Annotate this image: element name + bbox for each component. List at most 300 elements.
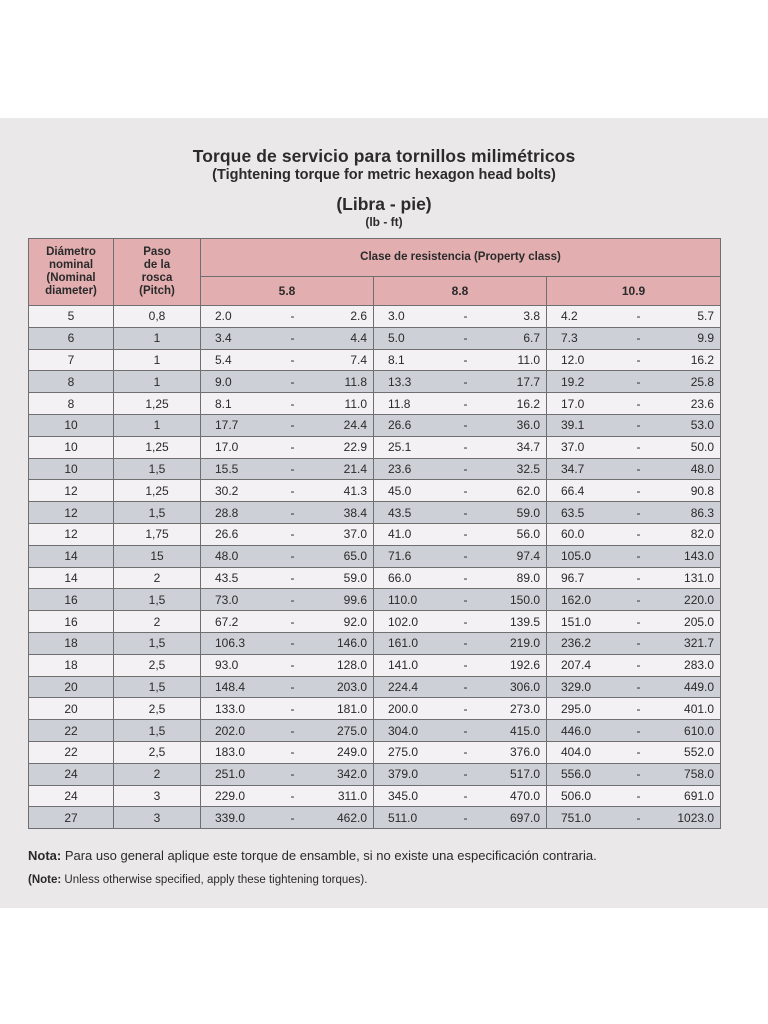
table-row: [29, 545, 721, 567]
pitch-cell: 1: [114, 414, 201, 436]
pitch-cell: 1,25: [114, 436, 201, 458]
diameter-cell: 16: [29, 611, 114, 633]
class-10-9-min: 329.0: [547, 676, 629, 698]
class-5-8-max: 92.0: [303, 611, 374, 633]
range-dash: -: [283, 436, 303, 458]
class-8-8-max: 192.6: [476, 654, 547, 676]
header-pitch: [114, 239, 201, 306]
pitch-cell: 1: [114, 349, 201, 371]
class-5-8-min: 3.4: [201, 327, 283, 349]
class-5-8-max: 65.0: [303, 545, 374, 567]
class-8-8-min: 26.6: [374, 414, 456, 436]
range-dash: -: [456, 480, 476, 502]
class-10-9-min: 151.0: [547, 611, 629, 633]
class-10-9-min: 162.0: [547, 589, 629, 611]
class-5-8-min: 9.0: [201, 371, 283, 393]
table-row: [29, 327, 721, 349]
class-8-8-max: 32.5: [476, 458, 547, 480]
pitch-cell: 2,5: [114, 741, 201, 763]
range-dash: -: [456, 327, 476, 349]
table-row: [29, 414, 721, 436]
class-8-8-min: 3.0: [374, 306, 456, 328]
range-dash: -: [283, 654, 303, 676]
range-dash: -: [283, 458, 303, 480]
class-8-8-max: 697.0: [476, 807, 547, 829]
range-dash: -: [456, 371, 476, 393]
diameter-cell: 16: [29, 589, 114, 611]
diameter-cell: 22: [29, 741, 114, 763]
pitch-cell: 1,5: [114, 458, 201, 480]
class-8-8-max: 150.0: [476, 589, 547, 611]
diameter-cell: 12: [29, 502, 114, 524]
pitch-cell: 0,8: [114, 306, 201, 328]
header-diameter: [29, 239, 114, 306]
class-8-8-max: 219.0: [476, 632, 547, 654]
range-dash: -: [283, 502, 303, 524]
class-8-8-min: 275.0: [374, 741, 456, 763]
table-row: [29, 654, 721, 676]
class-8-8-max: 11.0: [476, 349, 547, 371]
class-8-8-min: 8.1: [374, 349, 456, 371]
pitch-cell: 2: [114, 567, 201, 589]
pitch-cell: 2,5: [114, 654, 201, 676]
class-5-8-max: 462.0: [303, 807, 374, 829]
class-5-8-min: 93.0: [201, 654, 283, 676]
pitch-cell: 1,25: [114, 480, 201, 502]
range-dash: -: [283, 327, 303, 349]
diameter-cell: 18: [29, 654, 114, 676]
pitch-cell: 1,25: [114, 393, 201, 415]
range-dash: -: [283, 414, 303, 436]
table-row: [29, 676, 721, 698]
diameter-cell: 22: [29, 720, 114, 742]
diameter-cell: 10: [29, 436, 114, 458]
note-text: Para uso general aplique este torque de ensamble, si no existe una especificación contraria.: [61, 848, 597, 863]
class-8-8-max: 89.0: [476, 567, 547, 589]
class-10-9-min: 556.0: [547, 763, 629, 785]
class-10-9-min: 236.2: [547, 632, 629, 654]
table-row: [29, 785, 721, 807]
class-10-9-min: 4.2: [547, 306, 629, 328]
class-10-9-max: 205.0: [649, 611, 721, 633]
class-5-8-max: 24.4: [303, 414, 374, 436]
class-8-8-max: 34.7: [476, 436, 547, 458]
class-10-9-max: 82.0: [649, 523, 721, 545]
class-8-8-max: 376.0: [476, 741, 547, 763]
class-5-8-min: 48.0: [201, 545, 283, 567]
class-5-8-min: 183.0: [201, 741, 283, 763]
diameter-cell: 7: [29, 349, 114, 371]
header-diameter-line: (Nominal: [46, 272, 96, 284]
range-dash: -: [629, 349, 649, 371]
range-dash: -: [283, 545, 303, 567]
class-10-9-min: 12.0: [547, 349, 629, 371]
range-dash: -: [456, 807, 476, 829]
table-row: [29, 567, 721, 589]
range-dash: -: [629, 327, 649, 349]
class-8-8-min: 224.4: [374, 676, 456, 698]
class-10-9-min: 7.3: [547, 327, 629, 349]
diameter-cell: 8: [29, 393, 114, 415]
class-8-8-min: 23.6: [374, 458, 456, 480]
range-dash: -: [456, 306, 476, 328]
pitch-cell: 1,5: [114, 676, 201, 698]
class-8-8-min: 5.0: [374, 327, 456, 349]
header-property-class: Clase de resistencia (Property class): [201, 239, 721, 277]
range-dash: -: [456, 720, 476, 742]
range-dash: -: [283, 589, 303, 611]
class-5-8-max: 99.6: [303, 589, 374, 611]
class-8-8-min: 45.0: [374, 480, 456, 502]
range-dash: -: [629, 371, 649, 393]
range-dash: -: [283, 611, 303, 633]
range-dash: -: [456, 458, 476, 480]
document-title: Torque de servicio para tornillos milimétricos: [192, 146, 576, 166]
class-10-9-min: 751.0: [547, 807, 629, 829]
class-8-8-min: 71.6: [374, 545, 456, 567]
class-10-9-min: 506.0: [547, 785, 629, 807]
table-row: [29, 611, 721, 633]
class-8-8-max: 517.0: [476, 763, 547, 785]
class-8-8-min: 161.0: [374, 632, 456, 654]
class-5-8-min: 5.4: [201, 349, 283, 371]
class-10-9-min: 39.1: [547, 414, 629, 436]
class-10-9-max: 143.0: [649, 545, 721, 567]
range-dash: -: [629, 458, 649, 480]
class-5-8-min: 202.0: [201, 720, 283, 742]
class-10-9-max: 401.0: [649, 698, 721, 720]
class-8-8-min: 11.8: [374, 393, 456, 415]
diameter-cell: 12: [29, 480, 114, 502]
range-dash: -: [629, 436, 649, 458]
range-dash: -: [629, 632, 649, 654]
pitch-cell: 3: [114, 807, 201, 829]
note-label: Nota:: [28, 848, 62, 863]
table-row: [29, 371, 721, 393]
range-dash: -: [283, 306, 303, 328]
class-10-9-min: 404.0: [547, 741, 629, 763]
class-8-8-max: 3.8: [476, 306, 547, 328]
class-8-8-min: 379.0: [374, 763, 456, 785]
range-dash: -: [283, 676, 303, 698]
class-8-8-max: 17.7: [476, 371, 547, 393]
class-5-8-min: 8.1: [201, 393, 283, 415]
range-dash: -: [629, 414, 649, 436]
range-dash: -: [456, 393, 476, 415]
table-row: [29, 523, 721, 545]
class-5-8-min: 43.5: [201, 567, 283, 589]
range-dash: -: [629, 698, 649, 720]
class-10-9-max: 552.0: [649, 741, 721, 763]
class-8-8-max: 139.5: [476, 611, 547, 633]
range-dash: -: [456, 567, 476, 589]
pitch-cell: 1,5: [114, 589, 201, 611]
range-dash: -: [283, 741, 303, 763]
table-row: [29, 502, 721, 524]
header-class-10-9: 10.9: [547, 277, 721, 306]
class-10-9-max: 131.0: [649, 567, 721, 589]
class-10-9-max: 50.0: [649, 436, 721, 458]
class-5-8-min: 26.6: [201, 523, 283, 545]
diameter-cell: 5: [29, 306, 114, 328]
class-10-9-min: 295.0: [547, 698, 629, 720]
class-8-8-min: 13.3: [374, 371, 456, 393]
pitch-cell: 2: [114, 611, 201, 633]
pitch-cell: 1: [114, 327, 201, 349]
range-dash: -: [629, 611, 649, 633]
diameter-cell: 18: [29, 632, 114, 654]
class-5-8-min: 15.5: [201, 458, 283, 480]
range-dash: -: [456, 632, 476, 654]
range-dash: -: [629, 676, 649, 698]
class-8-8-min: 511.0: [374, 807, 456, 829]
torque-table: [28, 238, 721, 829]
diameter-cell: 8: [29, 371, 114, 393]
diameter-cell: 10: [29, 414, 114, 436]
class-10-9-max: 220.0: [649, 589, 721, 611]
class-10-9-max: 449.0: [649, 676, 721, 698]
range-dash: -: [456, 414, 476, 436]
class-5-8-min: 229.0: [201, 785, 283, 807]
range-dash: -: [456, 654, 476, 676]
table-row: [29, 720, 721, 742]
header-diameter-line: Diámetro: [46, 246, 96, 258]
range-dash: -: [629, 306, 649, 328]
range-dash: -: [283, 785, 303, 807]
class-5-8-min: 30.2: [201, 480, 283, 502]
diameter-cell: 14: [29, 567, 114, 589]
class-5-8-max: 203.0: [303, 676, 374, 698]
range-dash: -: [283, 720, 303, 742]
range-dash: -: [629, 763, 649, 785]
class-5-8-max: 342.0: [303, 763, 374, 785]
class-8-8-min: 66.0: [374, 567, 456, 589]
note2-text: Unless otherwise specified, apply these tightening torques).: [61, 874, 368, 886]
table-row: [29, 741, 721, 763]
class-8-8-max: 62.0: [476, 480, 547, 502]
header-class-8-8: 8.8: [374, 277, 547, 306]
class-8-8-max: 59.0: [476, 502, 547, 524]
diameter-cell: 20: [29, 676, 114, 698]
class-8-8-max: 415.0: [476, 720, 547, 742]
class-5-8-max: 11.8: [303, 371, 374, 393]
class-10-9-max: 321.7: [649, 632, 721, 654]
pitch-cell: 2,5: [114, 698, 201, 720]
class-5-8-max: 275.0: [303, 720, 374, 742]
range-dash: -: [283, 349, 303, 371]
range-dash: -: [283, 567, 303, 589]
class-10-9-min: 19.2: [547, 371, 629, 393]
range-dash: -: [456, 349, 476, 371]
diameter-cell: 20: [29, 698, 114, 720]
header-pitch-line: de la: [143, 259, 171, 271]
class-10-9-min: 446.0: [547, 720, 629, 742]
table-row: [29, 458, 721, 480]
class-10-9-max: 48.0: [649, 458, 721, 480]
range-dash: -: [629, 654, 649, 676]
pitch-cell: 1,75: [114, 523, 201, 545]
class-10-9-max: 691.0: [649, 785, 721, 807]
class-10-9-min: 105.0: [547, 545, 629, 567]
class-5-8-min: 28.8: [201, 502, 283, 524]
diameter-cell: 14: [29, 545, 114, 567]
class-8-8-max: 97.4: [476, 545, 547, 567]
diameter-cell: 6: [29, 327, 114, 349]
class-8-8-max: 470.0: [476, 785, 547, 807]
class-5-8-max: 11.0: [303, 393, 374, 415]
class-8-8-max: 306.0: [476, 676, 547, 698]
class-10-9-max: 53.0: [649, 414, 721, 436]
class-5-8-min: 133.0: [201, 698, 283, 720]
class-8-8-max: 6.7: [476, 327, 547, 349]
table-row: [29, 807, 721, 829]
class-5-8-min: 106.3: [201, 632, 283, 654]
header-pitch-line: Paso: [143, 246, 171, 258]
class-5-8-max: 21.4: [303, 458, 374, 480]
torque-table-body: [29, 306, 721, 829]
class-8-8-max: 16.2: [476, 393, 547, 415]
table-row: [29, 349, 721, 371]
class-10-9-max: 283.0: [649, 654, 721, 676]
class-10-9-min: 37.0: [547, 436, 629, 458]
header-diameter-line: nominal: [48, 259, 94, 271]
class-8-8-min: 41.0: [374, 523, 456, 545]
range-dash: -: [283, 523, 303, 545]
range-dash: -: [629, 741, 649, 763]
table-row: [29, 306, 721, 328]
class-10-9-max: 758.0: [649, 763, 721, 785]
class-10-9-max: 90.8: [649, 480, 721, 502]
range-dash: -: [456, 676, 476, 698]
class-10-9-max: 610.0: [649, 720, 721, 742]
range-dash: -: [283, 807, 303, 829]
range-dash: -: [629, 567, 649, 589]
class-10-9-min: 207.4: [547, 654, 629, 676]
class-5-8-min: 339.0: [201, 807, 283, 829]
units-sublabel: (lb - ft): [365, 215, 403, 229]
range-dash: -: [456, 611, 476, 633]
range-dash: -: [629, 807, 649, 829]
class-5-8-min: 251.0: [201, 763, 283, 785]
class-5-8-max: 2.6: [303, 306, 374, 328]
range-dash: -: [283, 393, 303, 415]
class-10-9-min: 96.7: [547, 567, 629, 589]
class-5-8-max: 311.0: [303, 785, 374, 807]
class-8-8-max: 36.0: [476, 414, 547, 436]
range-dash: -: [456, 785, 476, 807]
pitch-cell: 1,5: [114, 502, 201, 524]
class-8-8-min: 345.0: [374, 785, 456, 807]
class-10-9-max: 16.2: [649, 349, 721, 371]
class-5-8-max: 38.4: [303, 502, 374, 524]
table-row: [29, 589, 721, 611]
pitch-cell: 1: [114, 371, 201, 393]
diameter-cell: 12: [29, 523, 114, 545]
class-10-9-max: 23.6: [649, 393, 721, 415]
class-5-8-max: 59.0: [303, 567, 374, 589]
class-5-8-min: 17.7: [201, 414, 283, 436]
pitch-cell: 1,5: [114, 720, 201, 742]
class-5-8-max: 181.0: [303, 698, 374, 720]
header-class-5-8: 5.8: [201, 277, 374, 306]
class-10-9-max: 86.3: [649, 502, 721, 524]
range-dash: -: [456, 698, 476, 720]
range-dash: -: [456, 502, 476, 524]
range-dash: -: [629, 523, 649, 545]
range-dash: -: [283, 632, 303, 654]
class-10-9-max: 9.9: [649, 327, 721, 349]
diameter-cell: 27: [29, 807, 114, 829]
table-row: [29, 393, 721, 415]
class-5-8-min: 73.0: [201, 589, 283, 611]
class-5-8-min: 17.0: [201, 436, 283, 458]
table-row: [29, 763, 721, 785]
pitch-cell: 3: [114, 785, 201, 807]
range-dash: -: [283, 698, 303, 720]
class-5-8-max: 128.0: [303, 654, 374, 676]
class-5-8-max: 22.9: [303, 436, 374, 458]
range-dash: -: [283, 371, 303, 393]
range-dash: -: [456, 589, 476, 611]
range-dash: -: [629, 720, 649, 742]
pitch-cell: 15: [114, 545, 201, 567]
note-spanish: [28, 848, 758, 863]
class-5-8-max: 249.0: [303, 741, 374, 763]
class-8-8-min: 141.0: [374, 654, 456, 676]
header-pitch-line: rosca: [141, 272, 173, 284]
class-8-8-max: 56.0: [476, 523, 547, 545]
class-10-9-max: 25.8: [649, 371, 721, 393]
document-subtitle: (Tightening torque for metric hexagon head bolts): [212, 167, 556, 183]
table-row: [29, 480, 721, 502]
note-english: [28, 874, 758, 886]
pitch-cell: 2: [114, 763, 201, 785]
diameter-cell: 10: [29, 458, 114, 480]
class-5-8-max: 7.4: [303, 349, 374, 371]
class-10-9-max: 5.7: [649, 306, 721, 328]
pitch-cell: 1,5: [114, 632, 201, 654]
class-8-8-min: 200.0: [374, 698, 456, 720]
class-8-8-min: 110.0: [374, 589, 456, 611]
range-dash: -: [629, 589, 649, 611]
class-5-8-min: 2.0: [201, 306, 283, 328]
range-dash: -: [283, 480, 303, 502]
units-label: (Libra - pie): [336, 194, 432, 214]
class-10-9-max: 1023.0: [649, 807, 721, 829]
range-dash: -: [456, 763, 476, 785]
class-5-8-min: 67.2: [201, 611, 283, 633]
class-5-8-max: 4.4: [303, 327, 374, 349]
diameter-cell: 24: [29, 785, 114, 807]
table-row: [29, 632, 721, 654]
note2-label: (Note:: [28, 874, 62, 886]
range-dash: -: [629, 785, 649, 807]
range-dash: -: [283, 763, 303, 785]
range-dash: -: [629, 545, 649, 567]
header-diameter-line: diameter): [45, 285, 97, 297]
class-8-8-min: 25.1: [374, 436, 456, 458]
range-dash: -: [456, 741, 476, 763]
class-8-8-max: 273.0: [476, 698, 547, 720]
class-10-9-min: 17.0: [547, 393, 629, 415]
range-dash: -: [456, 523, 476, 545]
class-8-8-min: 304.0: [374, 720, 456, 742]
table-row: [29, 698, 721, 720]
table-row: [29, 436, 721, 458]
range-dash: -: [629, 480, 649, 502]
class-10-9-min: 34.7: [547, 458, 629, 480]
class-5-8-min: 148.4: [201, 676, 283, 698]
